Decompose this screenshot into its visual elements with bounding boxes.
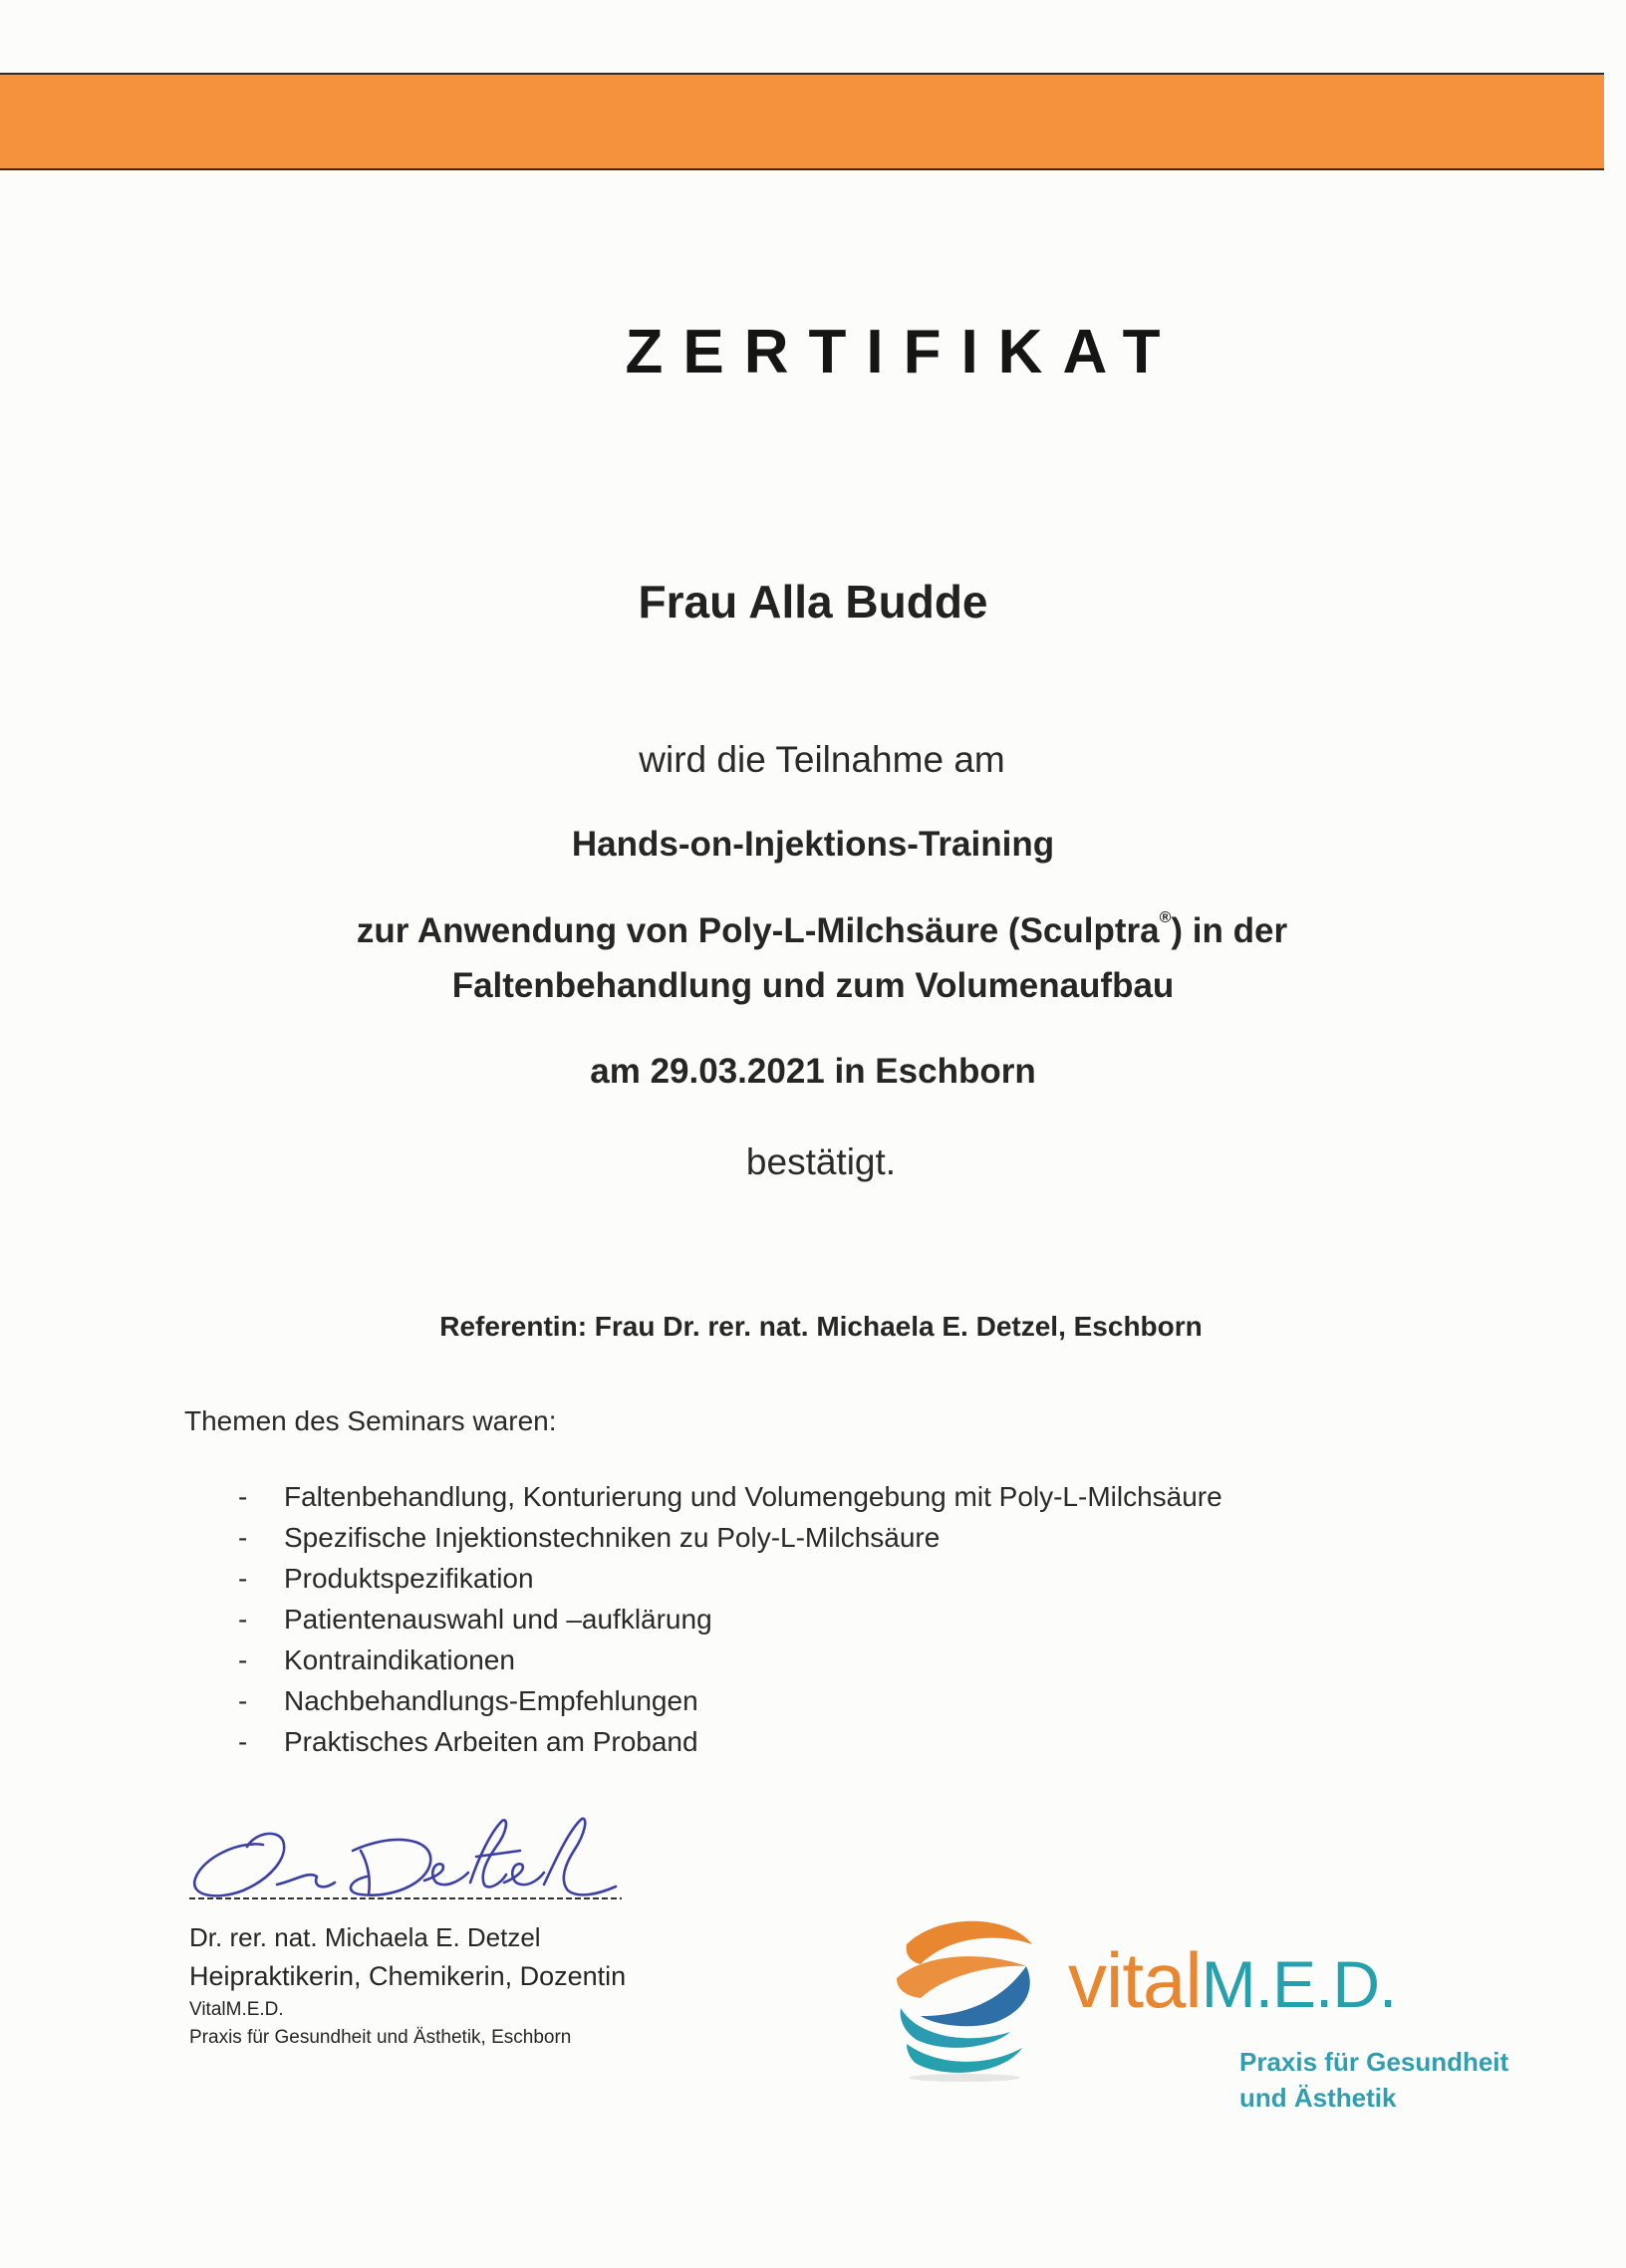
brand-vital: vital — [1068, 1936, 1202, 2024]
bullet-dash: - — [238, 1604, 248, 1635]
confirmation-text: bestätigt. — [745, 1141, 897, 1182]
certificate-title: ZERTIFIKAT — [625, 318, 1181, 386]
purpose-text-after: ) in der — [1171, 911, 1288, 950]
recipient-name: Frau Alla Budde — [638, 576, 988, 628]
list-item — [232, 1680, 1222, 1721]
header-accent-bar — [0, 73, 1604, 170]
signatory-practice: Praxis für Gesundheit und Ästhetik, Eschborn — [189, 2027, 572, 2048]
topic-text: Kontraindikationen — [284, 1644, 515, 1675]
tagline-line1: Praxis für Gesundheit — [1239, 2047, 1509, 2077]
bullet-dash: - — [238, 1563, 248, 1594]
purpose-text-before: zur Anwendung von Poly-L-Milchsäure (Sculptra — [356, 911, 1160, 950]
vitalmed-tagline — [1239, 2044, 1508, 2116]
bullet-dash: - — [238, 1644, 248, 1675]
signatory-name: Dr. rer. nat. Michaela E. Detzel — [189, 1922, 541, 1952]
topics-list — [232, 1476, 1222, 1762]
vitalmed-wordmark — [1068, 1936, 1397, 2024]
bullet-dash: - — [238, 1481, 248, 1512]
tagline-line2: und Ästhetik — [1239, 2083, 1397, 2113]
topic-text: Spezifische Injektionstechniken zu Poly-L-Milchsäure — [284, 1522, 941, 1553]
handwritten-signature — [185, 1811, 624, 1906]
date-location: am 29.03.2021 in Eschborn — [590, 1052, 1036, 1091]
topic-text: Faltenbehandlung, Konturierung und Volumengebung mit Poly-L-Milchsäure — [284, 1481, 1222, 1512]
training-purpose-line2: Faltenbehandlung und zum Volumenaufbau — [451, 966, 1175, 1005]
topic-text: Nachbehandlungs-Empfehlungen — [284, 1685, 698, 1716]
brand-med: M.E.D. — [1201, 1947, 1397, 2021]
training-purpose-line1 — [0, 909, 1626, 951]
vitalmed-logo-icon — [877, 1904, 1046, 2084]
bullet-dash: - — [238, 1726, 248, 1757]
bullet-dash: - — [238, 1685, 248, 1716]
signatory-organization: VitalM.E.D. — [189, 1999, 284, 2020]
registered-mark: ® — [1159, 909, 1172, 926]
list-item — [232, 1721, 1222, 1762]
topic-text: Produktspezifikation — [284, 1563, 534, 1594]
list-item — [232, 1639, 1222, 1680]
list-item — [232, 1476, 1222, 1517]
intro-text: wird die Teilnahme am — [639, 739, 1005, 780]
list-item — [232, 1599, 1222, 1639]
speaker-line: Referentin: Frau Dr. rer. nat. Michaela E. Detzel, Eschborn — [439, 1311, 1203, 1342]
topics-heading: Themen des Seminars waren: — [184, 1405, 557, 1436]
list-item — [232, 1558, 1222, 1599]
bullet-dash: - — [238, 1522, 248, 1553]
topic-text: Praktisches Arbeiten am Proband — [284, 1726, 698, 1757]
signatory-block — [189, 1918, 626, 2052]
training-name: Hands-on-Injektions-Training — [571, 825, 1055, 864]
signatory-roles: Heipraktikerin, Chemikerin, Dozentin — [189, 1961, 627, 1991]
list-item — [232, 1517, 1222, 1558]
topic-text: Patientenauswahl und –aufklärung — [284, 1604, 712, 1635]
